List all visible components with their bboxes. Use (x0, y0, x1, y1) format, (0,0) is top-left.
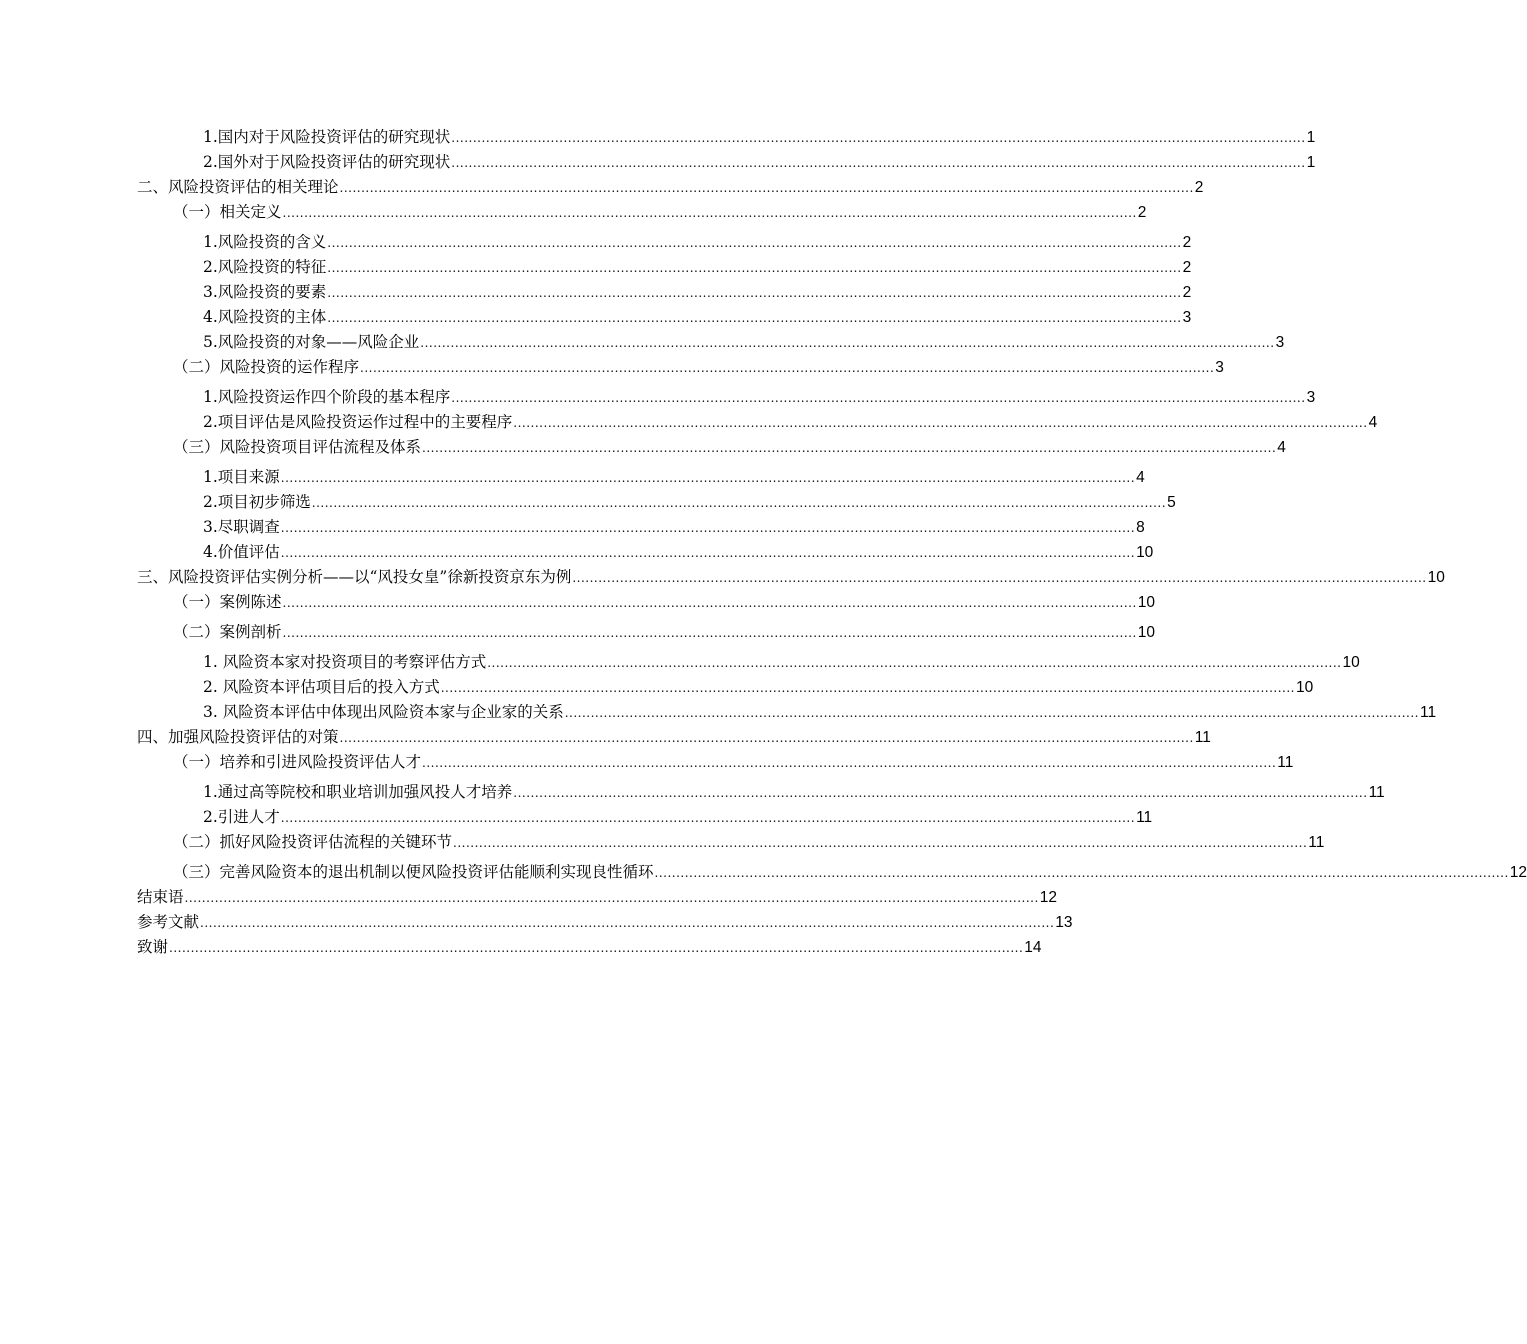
toc-entry-title: 三、风险投资评估实例分析——以“风投女皇”徐新投资京东为例 (137, 568, 572, 586)
toc-entry[interactable] (137, 280, 1192, 305)
toc-entry[interactable] (137, 465, 1145, 490)
toc-entry-page: 14 (1024, 939, 1042, 956)
toc-leader-dots: ...................................................................................................................................................................................................... (440, 681, 1295, 695)
toc-entry[interactable] (137, 885, 1058, 910)
toc-entry-title: 二、风险投资评估的相关理论 (137, 178, 339, 196)
toc-entry-page: 4 (1277, 439, 1286, 456)
toc-entry-title: 2.国外对于风险投资评估的研究现状 (203, 153, 451, 171)
toc-leader-dots: ...................................................................................................................................................................................................... (451, 391, 1306, 405)
toc-entry[interactable] (137, 590, 1156, 615)
toc-leader-dots: ...................................................................................................................................................................................................... (451, 131, 1306, 145)
toc-entry[interactable] (137, 935, 1042, 960)
toc-leader-dots: ...................................................................................................................................................................................................... (360, 361, 1215, 375)
toc-entry-title: （一）培养和引进风险投资评估人才 (173, 753, 422, 771)
toc-entry[interactable] (137, 385, 1316, 410)
toc-entry-title: 1.风险投资运作四个阶段的基本程序 (203, 388, 451, 406)
toc-entry-title: 3.风险投资的要素 (203, 283, 327, 301)
toc-entry[interactable] (137, 830, 1325, 855)
toc-entry[interactable] (137, 805, 1153, 830)
toc-entry-title: 2.项目初步筛选 (203, 493, 311, 511)
toc-entry-title: （二）案例剖析 (173, 623, 282, 641)
toc-leader-dots: ...................................................................................................................................................................................................... (184, 891, 1039, 905)
toc-leader-dots: ...................................................................................................................................................................................................... (487, 656, 1342, 670)
toc-leader-dots: ...................................................................................................................................................................................................... (327, 236, 1182, 250)
toc-entry-page: 3 (1275, 334, 1285, 351)
toc-entry[interactable] (137, 255, 1192, 280)
toc-leader-dots: ...................................................................................................................................................................................................... (280, 521, 1136, 535)
toc-entry-page: 11 (1136, 809, 1153, 826)
toc-entry-page: 12 (1039, 889, 1058, 906)
toc-entry[interactable] (137, 540, 1154, 565)
toc-entry-page: 10 (1136, 544, 1154, 561)
toc-entry-page: 11 (1277, 754, 1294, 771)
toc-entry-title: 1.通过高等院校和职业培训加强风投人才培养 (203, 783, 513, 801)
toc-entry-title: 2.引进人才 (203, 808, 280, 826)
toc-entry-title: 结束语 (137, 888, 184, 906)
toc-entry-title: 1. 风险资本家对投资项目的考察评估方式 (203, 653, 487, 671)
toc-entry[interactable] (137, 565, 1445, 590)
toc-leader-dots: ...................................................................................................................................................................................................... (422, 441, 1277, 455)
toc-entry[interactable] (137, 620, 1156, 645)
toc-entry[interactable] (137, 175, 1204, 200)
toc-entry-page: 11 (1194, 729, 1211, 746)
toc-entry-title: 1.风险投资的含义 (203, 233, 327, 251)
toc-entry-page: 1 (1306, 129, 1316, 146)
toc-entry-page: 3 (1182, 309, 1192, 326)
toc-leader-dots: ...................................................................................................................................................................................................... (280, 471, 1136, 485)
toc-leader-dots: ...................................................................................................................................................................................................... (311, 496, 1167, 510)
toc-entry-page: 2 (1137, 204, 1147, 221)
toc-leader-dots: ...................................................................................................................................................................................................... (327, 286, 1182, 300)
toc-leader-dots: ...................................................................................................................................................................................................... (451, 156, 1306, 170)
toc-entry[interactable] (137, 860, 1527, 885)
toc-entry-page: 3 (1306, 389, 1316, 406)
toc-entry-page: 10 (1137, 594, 1156, 611)
toc-leader-dots: ...................................................................................................................................................................................................... (327, 261, 1182, 275)
toc-entry-page: 2 (1182, 259, 1192, 276)
toc-entry-title: 致谢 (137, 938, 169, 956)
toc-leader-dots: ...................................................................................................................................................................................................... (572, 571, 1427, 585)
toc-leader-dots: ...................................................................................................................................................................................................... (654, 866, 1509, 880)
toc-entry[interactable] (137, 675, 1314, 700)
toc-entry[interactable] (137, 910, 1073, 935)
toc-entry[interactable] (137, 490, 1176, 515)
toc-entry-page: 10 (1295, 679, 1314, 696)
toc-leader-dots: ...................................................................................................................................................................................................... (327, 311, 1182, 325)
toc-leader-dots: ...................................................................................................................................................................................................... (282, 626, 1137, 640)
toc-leader-dots: ...................................................................................................................................................................................................... (422, 756, 1277, 770)
toc-leader-dots: ...................................................................................................................................................................................................... (280, 811, 1136, 825)
toc-leader-dots: ...................................................................................................................................................................................................... (420, 336, 1275, 350)
toc-entry[interactable] (137, 355, 1224, 380)
toc-leader-dots: ...................................................................................................................................................................................................... (339, 181, 1194, 195)
toc-entry-title: 1.项目来源 (203, 468, 280, 486)
toc-leader-dots: ...................................................................................................................................................................................................... (282, 596, 1137, 610)
toc-entry[interactable] (137, 125, 1316, 150)
toc-entry[interactable] (137, 330, 1285, 355)
toc-entry[interactable] (137, 725, 1211, 750)
toc-entry-page: 5 (1167, 494, 1176, 511)
toc-entry-page: 12 (1509, 864, 1527, 881)
toc-entry-page: 10 (1137, 624, 1156, 641)
toc-entry-title: 3. 风险资本评估中体现出风险资本家与企业家的关系 (203, 703, 564, 721)
toc-entry-title: （二）风险投资的运作程序 (173, 358, 360, 376)
toc-entry-title: （一）案例陈述 (173, 593, 282, 611)
toc-entry-page: 3 (1215, 359, 1224, 376)
toc-entry-title: 4.价值评估 (203, 543, 280, 561)
toc-entry-page: 13 (1055, 914, 1073, 931)
toc-entry[interactable] (137, 410, 1378, 435)
toc-leader-dots: ...................................................................................................................................................................................................... (453, 836, 1308, 850)
toc-entry-page: 2 (1194, 179, 1204, 196)
toc-leader-dots: ...................................................................................................................................................................................................... (339, 731, 1194, 745)
toc-entry-page: 10 (1342, 654, 1360, 671)
toc-entry[interactable] (137, 305, 1192, 330)
toc-leader-dots: ...................................................................................................................................................................................................... (200, 916, 1055, 930)
toc-entry-title: （三）风险投资项目评估流程及体系 (173, 438, 422, 456)
toc-entry-title: 参考文献 (137, 913, 200, 931)
toc-leader-dots: ...................................................................................................................................................................................................... (513, 786, 1368, 800)
toc-entry[interactable] (137, 650, 1360, 675)
toc-entry-page: 11 (1419, 704, 1437, 721)
toc-entry-title: （二）抓好风险投资评估流程的关键环节 (173, 833, 453, 851)
toc-entry-page: 1 (1306, 154, 1316, 171)
toc-entry[interactable] (137, 515, 1145, 540)
toc-leader-dots: ...................................................................................................................................................................................................... (280, 546, 1136, 560)
toc-entry-page: 4 (1136, 469, 1145, 486)
toc-entry-page: 10 (1427, 569, 1445, 586)
toc-entry-page: 2 (1182, 284, 1192, 301)
toc-entry[interactable] (137, 750, 1294, 775)
toc-entry-title: 3.尽职调查 (203, 518, 280, 536)
toc-entry[interactable] (137, 200, 1147, 225)
toc-entry-page: 11 (1308, 834, 1325, 851)
toc-entry-page: 11 (1368, 784, 1385, 801)
table-of-contents (137, 125, 1527, 960)
toc-leader-dots: ...................................................................................................................................................................................................... (513, 416, 1368, 430)
toc-entry-title: 2.项目评估是风险投资运作过程中的主要程序 (203, 413, 513, 431)
toc-entry-page: 4 (1368, 414, 1378, 431)
toc-entry-title: 5.风险投资的对象——风险企业 (203, 333, 420, 351)
toc-entry-page: 8 (1136, 519, 1145, 536)
toc-entry[interactable] (137, 435, 1286, 460)
toc-entry[interactable] (137, 230, 1192, 255)
toc-entry-title: （三）完善风险资本的退出机制以便风险投资评估能顺利实现良性循环 (173, 863, 654, 881)
toc-entry-title: （一）相关定义 (173, 203, 282, 221)
toc-entry[interactable] (137, 780, 1385, 805)
toc-entry-page: 2 (1182, 234, 1192, 251)
toc-entry-title: 1.国内对于风险投资评估的研究现状 (203, 128, 451, 146)
toc-entry-title: 2.风险投资的特征 (203, 258, 327, 276)
toc-leader-dots: ...................................................................................................................................................................................................... (282, 206, 1137, 220)
toc-entry-title: 2. 风险资本评估项目后的投入方式 (203, 678, 440, 696)
toc-entry[interactable] (137, 150, 1316, 175)
toc-entry-title: 4.风险投资的主体 (203, 308, 327, 326)
toc-entry[interactable] (137, 700, 1437, 725)
toc-entry-title: 四、加强风险投资评估的对策 (137, 728, 339, 746)
toc-leader-dots: ...................................................................................................................................................................................................... (169, 941, 1024, 955)
toc-leader-dots: ...................................................................................................................................................................................................... (564, 706, 1419, 720)
